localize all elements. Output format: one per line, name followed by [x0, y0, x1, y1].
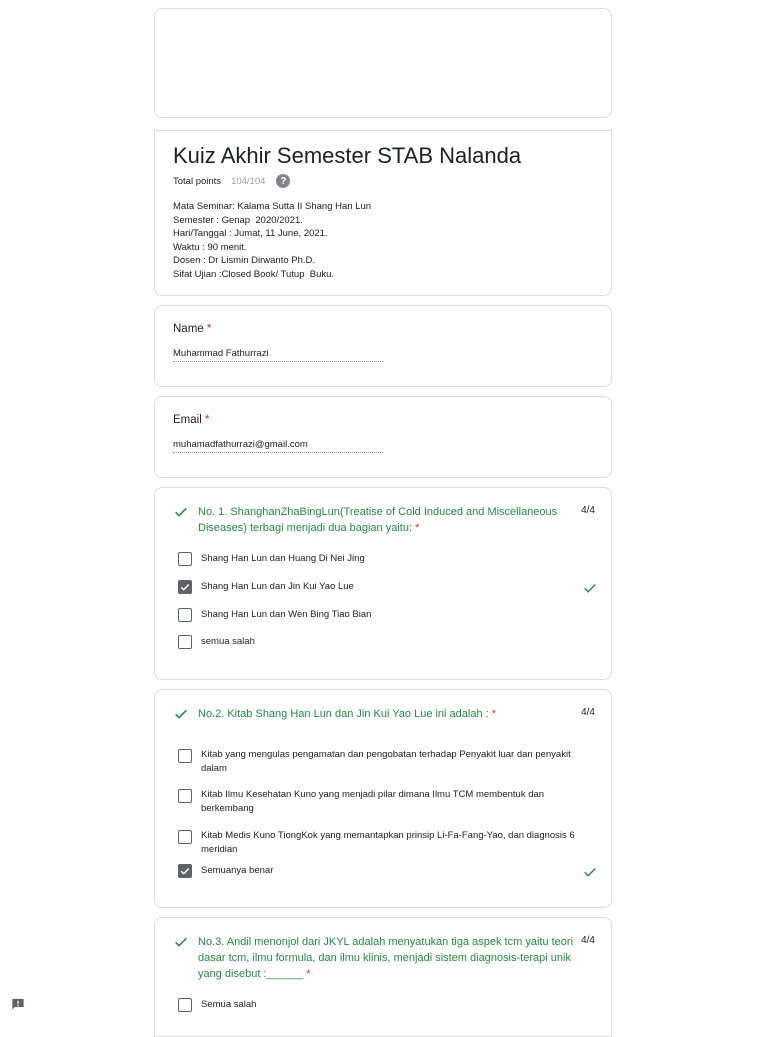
description-line: Mata Seminar: Kalama Sutta II Shang Han Lun: [173, 201, 372, 212]
email-question-card: [154, 396, 612, 478]
description-line: Hari/Tanggal : Jumat, 11 June, 2021.: [173, 228, 328, 240]
option-label: semua salah: [201, 636, 255, 647]
question-card-3: [154, 917, 612, 1037]
total-points-label: Total points: [173, 175, 222, 187]
checkbox[interactable]: [178, 749, 192, 763]
checkbox[interactable]: [178, 998, 192, 1012]
option-label: Kitab Medis Kuno TiongKok yang memantapkan prinsip Li-Fa-Fang-Yao, dan diagnosis 6 meridian: [201, 830, 575, 855]
checkbox[interactable]: [178, 635, 192, 649]
name-field[interactable]: Muhammad Fathurrazi: [173, 348, 383, 362]
checkmark-icon: [180, 866, 190, 876]
check-icon: [173, 504, 189, 520]
name-label: Name *: [173, 323, 212, 335]
form-title: Kuiz Akhir Semester STAB Nalanda: [173, 143, 522, 168]
checkbox-checked[interactable]: [178, 864, 192, 878]
description-line: Semester : Genap 2020/2021.: [173, 214, 303, 226]
option-label: Kitab yang mengulas pengamatan dan pengobatan terhadap Penyakit luar dan penyakit dalam: [201, 749, 571, 774]
checkbox[interactable]: [178, 830, 192, 844]
question-title: No. 1. ShanghanZhaBingLun(Treatise of Cold Induced and Miscellaneous Diseases) terbagi menjadi dua bagian yaitu: *: [198, 506, 558, 534]
description-line: Sifat Ujian :Closed Book/ Tutup Buku.: [173, 268, 335, 280]
required-asterisk: *: [415, 522, 420, 534]
checkbox[interactable]: [178, 552, 192, 566]
feedback-icon[interactable]: [10, 997, 26, 1012]
check-icon: [173, 934, 189, 950]
correct-answer-check-icon: [582, 581, 598, 595]
required-asterisk: *: [206, 323, 212, 335]
total-points-value: 104/104: [231, 175, 266, 187]
checkmark-icon: [180, 582, 190, 592]
question-score: 4/4: [581, 935, 595, 946]
required-asterisk: *: [204, 414, 210, 426]
question-card-1: [154, 487, 612, 680]
required-asterisk: *: [491, 708, 497, 720]
total-points-row: [173, 174, 290, 188]
help-circle-icon[interactable]: ?: [276, 174, 290, 188]
description-line: Dosen : Dr Lismin Dirwanto Ph.D.: [173, 255, 316, 267]
checkbox[interactable]: [178, 789, 192, 803]
email-label: Email *: [173, 414, 210, 426]
description-line: Waktu : 90 menit.: [173, 241, 247, 253]
required-asterisk: *: [306, 968, 311, 980]
option-label: Kitab Ilmu Kesehatan Kuno yang menjadi pilar dimana Ilmu TCM membentuk dan berkembang: [201, 789, 545, 814]
option-label: Semua salah: [201, 999, 257, 1010]
correct-answer-check-icon: [582, 865, 598, 879]
email-field[interactable]: muhamadfathurrazi@gmail.com: [173, 439, 383, 453]
form-description: [173, 200, 371, 282]
question-score: 4/4: [581, 707, 595, 718]
checkbox[interactable]: [178, 608, 192, 622]
form-header-banner: [154, 8, 612, 118]
check-icon: [173, 706, 189, 722]
option-label: Shang Han Lun dan Jin Kui Yao Lue: [201, 581, 354, 592]
question-card-2: [154, 689, 612, 908]
checkbox-checked[interactable]: [178, 580, 192, 594]
name-question-card: [154, 305, 612, 387]
option-label: Semuanya benar: [201, 865, 274, 876]
question-title: No.2. Kitab Shang Han Lun dan Jin Kui Yao Lue ini adalah : *: [198, 708, 497, 720]
option-label: Shang Han Lun dan Huang Di Nei Jing: [201, 553, 365, 564]
form-title-card: [154, 130, 612, 296]
option-label: Shang Han Lun dan Wen Bing Tiao Bian: [201, 609, 372, 620]
question-title: No.3. Andil menonjol dari JKYL adalah menyatukan tiga aspek tcm yaitu teori dasar tcm, ilmu formula, dan ilmu klinis, menjadi sistem diagnosis-terapi unik yang disebut :______ *: [198, 936, 574, 980]
question-score: 4/4: [581, 505, 595, 516]
